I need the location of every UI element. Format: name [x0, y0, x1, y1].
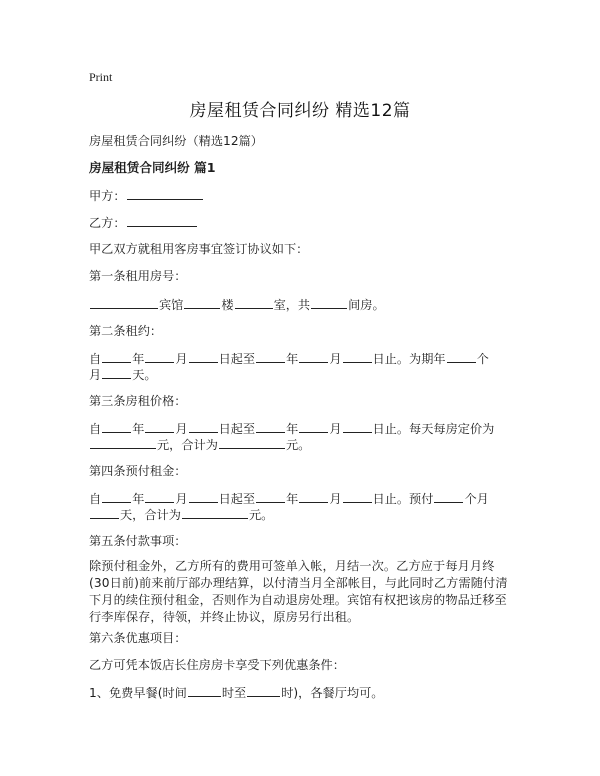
- article4-heading: 第四条预付租金：: [89, 464, 187, 478]
- word: 日起至: [218, 352, 256, 366]
- fill-blank: [343, 420, 372, 433]
- word: 元。: [285, 438, 311, 452]
- fill-blank: [219, 436, 285, 449]
- word: 月: [89, 368, 102, 382]
- article3-line2: [89, 436, 519, 453]
- fill-blank: [145, 350, 174, 363]
- fill-blank: [299, 350, 328, 363]
- article2-heading: 第二条租约：: [89, 324, 163, 338]
- fill-blank: [189, 350, 218, 363]
- fill-blank: [102, 350, 131, 363]
- word: 年: [132, 352, 145, 366]
- word: 时至: [221, 686, 247, 700]
- article1-heading: 第一条租用房号：: [89, 269, 187, 283]
- word: 天，合计为: [120, 508, 181, 522]
- fill-blank: [90, 436, 156, 449]
- article4-line2: [89, 506, 519, 523]
- word: 1、免费早餐(时间: [89, 686, 187, 700]
- word: 日止。每天每房定价为: [372, 422, 495, 436]
- word: 宾馆: [159, 298, 184, 312]
- fill-blank: [343, 490, 372, 503]
- word: 年: [132, 492, 145, 506]
- article6-item1: [89, 684, 519, 701]
- word: 间房。: [348, 298, 385, 312]
- fill-blank: [343, 350, 372, 363]
- word: 个: [476, 352, 489, 366]
- word: 天。: [132, 368, 157, 382]
- fill-blank: [247, 684, 280, 697]
- word: 日止。预付: [372, 492, 434, 506]
- word: 楼: [221, 298, 234, 312]
- article6-intro: 乙方可凭本饭店长住房房卡享受下列优惠条件：: [89, 658, 345, 672]
- fill-blank: [311, 296, 347, 309]
- word: 月: [175, 422, 188, 436]
- party-b-blank: [127, 214, 197, 227]
- intro-text: 甲乙双方就租用客房事宜签订协议如下：: [89, 242, 309, 256]
- word: 年: [286, 492, 299, 506]
- article3-line1: [89, 420, 519, 437]
- article2-line2: [89, 366, 519, 383]
- word: 元。: [248, 508, 274, 522]
- party-b-label: 乙方：: [89, 216, 126, 230]
- word: 日起至: [218, 422, 256, 436]
- fill-blank: [145, 420, 174, 433]
- word: 月: [329, 422, 342, 436]
- party-a-blank: [127, 187, 203, 200]
- section-heading: 房屋租赁合同纠纷 篇1: [89, 160, 216, 175]
- word: 元，合计为: [157, 438, 218, 452]
- fill-blank: [299, 420, 328, 433]
- fill-blank: [182, 506, 248, 519]
- fill-blank: [434, 490, 463, 503]
- article4-line1: [89, 490, 519, 507]
- fill-blank: [235, 296, 273, 309]
- party-b-line: [89, 214, 519, 231]
- word: 月: [175, 352, 188, 366]
- document-title: 房屋租赁合同纠纷 精选12篇: [189, 101, 411, 121]
- article2-line1: [89, 350, 519, 367]
- word: 年: [286, 352, 299, 366]
- word: 时)，各餐厅均可。: [281, 686, 384, 700]
- document-subtitle: 房屋租赁合同纠纷（精选12篇）: [89, 134, 263, 148]
- fill-blank: [102, 490, 131, 503]
- party-a-label: 甲方：: [89, 189, 126, 203]
- fill-blank: [184, 296, 220, 309]
- fill-blank: [102, 420, 131, 433]
- word: 月: [329, 492, 342, 506]
- fill-blank: [447, 350, 476, 363]
- fill-blank: [145, 490, 174, 503]
- word: 月: [329, 352, 342, 366]
- party-a-line: [89, 187, 519, 204]
- article1-room-line: [89, 296, 519, 313]
- fill-blank: [299, 490, 328, 503]
- article5-body: 除预付租金外，乙方所有的费用可签单入帐，月结一次。乙方应于每月月终(30日前)前来前厅部办理结算，以付清当月全部帐目，与此同时乙方需随付清下月的续住预付租金，否则作为自动退房处理。宾馆有权把该房的物品迁移至行李库保存，待领，并终止协议，原房另行出租。: [89, 559, 508, 624]
- fill-blank: [189, 490, 218, 503]
- word: 日起至: [218, 492, 256, 506]
- word: 自: [89, 492, 102, 506]
- fill-blank: [188, 684, 221, 697]
- fill-blank: [189, 420, 218, 433]
- word: 室，共: [273, 298, 311, 312]
- word: 自: [89, 352, 102, 366]
- word: 自: [89, 422, 102, 436]
- print-link[interactable]: Print: [89, 70, 113, 84]
- fill-blank: [256, 420, 285, 433]
- fill-blank: [256, 350, 285, 363]
- word: 年: [286, 422, 299, 436]
- article6-heading: 第六条优惠项目：: [89, 631, 187, 645]
- word: 个月: [464, 492, 489, 506]
- article5-heading: 第五条付款事项：: [89, 534, 187, 548]
- fill-blank: [90, 506, 119, 519]
- fill-blank: [102, 366, 131, 379]
- fill-blank: [90, 296, 158, 309]
- fill-blank: [256, 490, 285, 503]
- article3-heading: 第三条房租价格：: [89, 394, 187, 408]
- word: 日止。为期年: [372, 352, 446, 366]
- word: 年: [132, 422, 145, 436]
- word: 月: [175, 492, 188, 506]
